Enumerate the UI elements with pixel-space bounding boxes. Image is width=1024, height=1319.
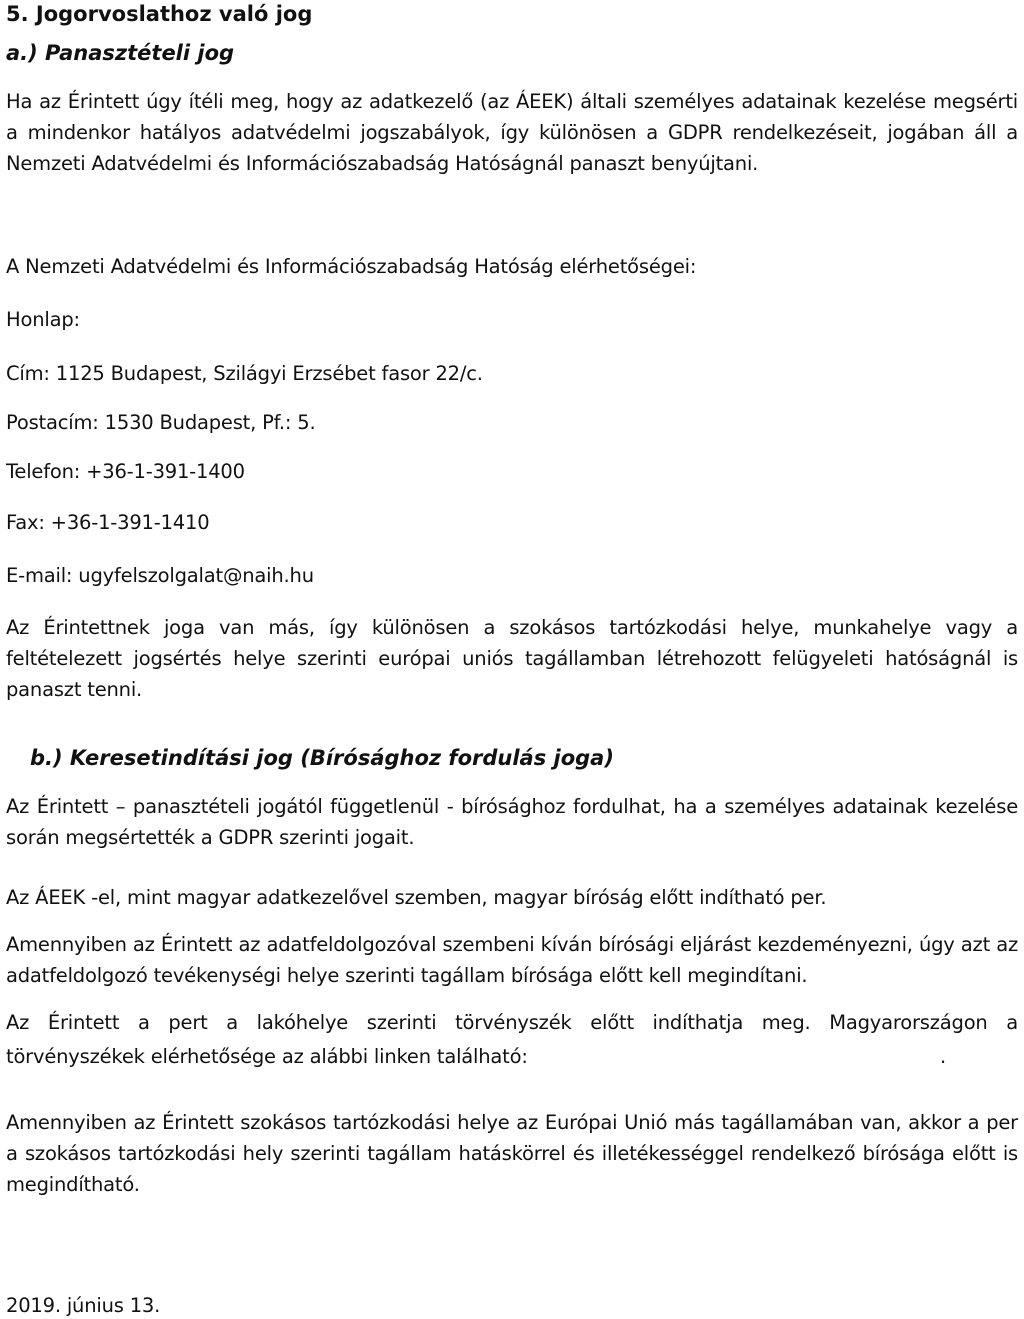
court-paragraph-4-line-1: Az Érintett a pert a lakóhelye szerinti törvényszék előtt indíthatja meg. Magyarországon a [6,1011,1018,1034]
authority-address: Cím: 1125 Budapest, Szilágyi Erzsébet fasor 22/c. [6,362,483,385]
court-paragraph-4-line-2: törvényszékek elérhetősége az alábbi linken található: [6,1045,528,1068]
section-heading: 5. Jogorvoslathoz való jog [6,2,313,26]
complaint-paragraph: Ha az Érintett úgy ítéli meg, hogy az adatkezelő (az ÁEEK) általi személyes adatainak kezelése megsérti a mindenkor hatályos adatvédelmi jogszabályok, így különösen a GDPR rendelkezéseit, jogában áll a Nemzeti Adatvédelmi és Információszabadság Hatóságnál panaszt benyújtani. [6,90,1018,175]
subsection-heading-complaint: a.) Panasztételi jog [6,41,235,65]
complaint-other-authority-paragraph: Az Érintettnek joga van más, így különösen a szokásos tartózkodási helye, munkahelye vagy a feltételezett jogsértés helye szerinti európai uniós tagállamban létrehozott felügyeleti hatóságnál is panaszt tenni. [6,616,1018,701]
court-paragraph-3: Amennyiben az Érintett az adatfeldolgozóval szembeni kíván bírósági eljárást kezdeményezni, úgy azt az adatfeldolgozó tevékenységi helye szerinti tagállam bírósága előtt kell megindítani. [6,933,1018,987]
document-date: 2019. június 13. [6,1294,161,1317]
authority-contacts-intro: A Nemzeti Adatvédelmi és Információszabadság Hatóság elérhetőségei: [6,255,697,278]
court-paragraph-5: Amennyiben az Érintett szokásos tartózkodási helye az Európai Unió más tagállamában van, akkor a per a szokásos tartózkodási hely szerinti tagállam hatáskörrel és illetékességgel rendelkező bírósága előtt is megindítható. [6,1111,1018,1196]
court-paragraph-1: Az Érintett – panasztételi jogától függetlenül - bírósághoz fordulhat, ha a személyes adatainak kezelése során megsértették a GDPR szerinti jogait. [6,795,1018,849]
authority-postal-address: Postacím: 1530 Budapest, Pf.: 5. [6,411,316,434]
authority-email: E-mail: ugyfelszolgalat@naih.hu [6,564,314,587]
authority-fax: Fax: +36-1-391-1410 [6,511,210,534]
authority-website-label: Honlap: [6,308,80,331]
subsection-heading-court: b.) Keresetindítási jog (Bírósághoz fordulás joga) [30,746,614,770]
court-paragraph-4-period: . [940,1045,946,1068]
court-paragraph-2: Az ÁEEK -el, mint magyar adatkezelővel szemben, magyar bíróság előtt indítható per. [6,886,827,909]
authority-phone: Telefon: +36-1-391-1400 [6,460,245,483]
